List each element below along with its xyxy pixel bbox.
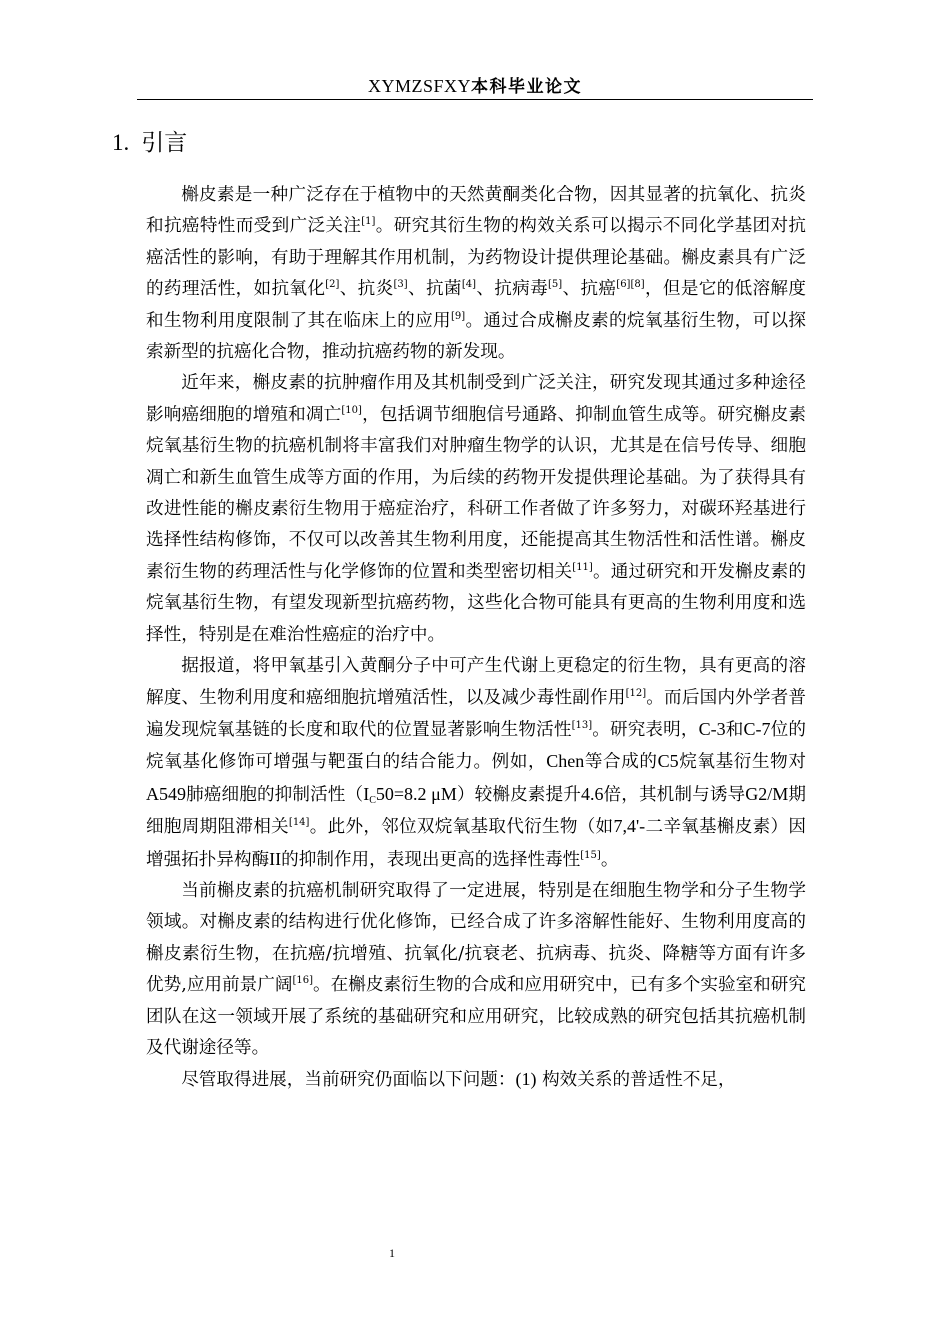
text-run: 肺癌细胞的抑制活性（ — [186, 784, 364, 805]
citation-ref: [16] — [292, 975, 313, 987]
text-run: 。通过合成槲皮素的烷氧基衍生物，可以探索新型的抗癌化合物，推动抗癌药物的新发现。 — [146, 310, 806, 363]
section-title-text: 引言 — [141, 130, 188, 156]
citation-ref: [4] — [461, 279, 476, 291]
text-run: 。研究表明， — [592, 719, 699, 740]
latin-run: C-3 — [698, 718, 726, 739]
latin-run: Chen — [546, 751, 585, 772]
text-run: 等合成的 — [584, 752, 658, 773]
citation-ref: [14] — [288, 817, 310, 829]
paragraph-3 — [146, 651, 806, 876]
paragraph-5 — [146, 1064, 806, 1096]
latin-run: C-7 — [743, 718, 771, 739]
text-run: 。而后国内外学者普遍发现烷氧基链的长度和取代的位置显著影响生物活性 — [146, 687, 806, 740]
text-run: 。通过研究和开发槲皮素的烷氧基衍生物，有望发现新型抗癌药物，这些化合物可能具有更高的生物利用度和选择性，特别是在难治性癌症的治疗中。 — [146, 561, 806, 645]
text-run: ，但是它的低溶解度和生物利用度限制了其在临床上的应用 — [146, 279, 806, 331]
text-run: 、抗病毒 — [475, 279, 549, 300]
page-number: 1 — [389, 1246, 395, 1260]
citation-ref: [13] — [571, 719, 593, 731]
latin-run: 7,4'- — [613, 816, 646, 837]
text-run: 期细胞周期阻滞相关 — [146, 784, 806, 838]
header-chinese-text: 本科毕业论文 — [471, 77, 583, 97]
citation-ref: [3] — [393, 279, 408, 291]
section-number: 1. — [112, 130, 130, 155]
text-run: 、抗菌 — [407, 279, 462, 300]
text-run: 槲皮素是一种广泛存在于植物中的天然黄酮类化合物，因其显著的抗氧化、抗炎和抗癌特性而受到广泛关注 — [146, 185, 806, 237]
page-header — [137, 72, 813, 97]
citation-ref: [2] — [325, 279, 340, 291]
subscript: C — [369, 794, 376, 806]
latin-run: C5 — [657, 751, 679, 772]
text-run: 。在槲皮素衍生物的合成和应用研究中，已有多个实验室和研究团队在这一领域开展了系统的基础研究和应用研究，比较成熟的研究包括其抗癌机制及代谢途径等。 — [146, 975, 806, 1058]
text-run: 当前槲皮素的抗癌机制研究取得了一定进展，特别是在细胞生物学和分子生物学领域。对槲皮素的结构进行优化修饰，已经合成了许多溶解性能好、生物利用度高的槲皮素衍生物，在抗癌/抗增殖、抗氧化/抗衰老、抗病毒、抗炎、降糖等方面有许多优势,应用前景广阔 — [146, 880, 806, 996]
text-run: 据报道，将甲氧基引入黄酮分子中可产生代谢上更稳定的衍生物，具有更高的溶解度、生物利用度和癌细胞抗增殖活性，以及减少毒性副作用 — [146, 656, 806, 708]
latin-run: II — [269, 848, 282, 869]
text-run: 和 — [725, 719, 744, 740]
text-run: 。研究其衍生物的构效关系可以揭示不同化学基团对抗癌活性的影响，有助于理解其作用机制，为药物设计提供理论基础。槲皮素具有广泛的药理活性，如抗氧化 — [146, 216, 806, 300]
text-run: 倍，其机制与诱导 — [603, 784, 746, 805]
latin-run: G2/M — [745, 783, 789, 804]
citation-ref: [1] — [361, 216, 376, 228]
text-run: 近年来，槲皮素的抗肿瘤作用及其机制受到广泛关注，研究发现其通过多种途径影响癌细胞的增殖和凋亡 — [146, 373, 806, 425]
citation-ref: [11] — [572, 561, 593, 573]
body-text — [146, 180, 806, 1097]
paragraph-1 — [146, 180, 806, 368]
latin-run: (1) — [515, 1069, 537, 1090]
text-run: ）较槲皮素提升 — [456, 784, 581, 805]
latin-run: 4.6 — [580, 783, 604, 804]
text-run: 。 — [600, 849, 619, 870]
text-run: 烷氧基衍生物对 — [678, 752, 806, 773]
latin-run: 50=8.2 μM — [375, 783, 457, 804]
citation-ref: [10] — [341, 404, 362, 416]
text-run: 位的烷氧基化修饰可增强与靶蛋白的结合能力。例如， — [146, 719, 806, 773]
citation-ref: [5] — [548, 279, 563, 291]
text-run: 、抗炎 — [339, 279, 394, 300]
latin-run: I — [363, 783, 370, 804]
paragraph-2 — [146, 368, 806, 651]
text-run: 二辛氧基槲皮素）因增强拓扑异构酶 — [146, 817, 806, 870]
section-heading — [112, 124, 187, 157]
text-run: ，包括调节细胞信号通路、抑制血管生成等。研究槲皮素烷氧基衍生物的抗癌机制将丰富我们对肿瘤生物学的认识，尤其是在信号传导、细胞凋亡和新生血管生成等方面的作用，为后续的药物开发提供理论基础。为了获得具有改进性能的槲皮素衍生物用于癌症治疗，科研工作者做了许多努力，对碳环羟基进行选择性结构修饰，不仅可以改善其生物利用度，还能提高其生物活性和活性谱。槲皮素衍生物的药理活性与化学修饰的位置和类型密切相关 — [146, 404, 806, 582]
text-run: 、抗癌 — [562, 279, 617, 300]
text-run: 构效关系的普适性不足， — [536, 1070, 736, 1091]
citation-ref: [12] — [625, 687, 647, 699]
header-divider — [137, 99, 813, 100]
paragraph-4 — [146, 876, 806, 1064]
text-run: 的抑制作用，表现出更高的选择性毒性 — [281, 849, 581, 870]
citation-ref: [15] — [580, 849, 601, 861]
text-run: 。此外，邻位双烷氧基取代衍生物（如 — [309, 817, 614, 838]
citation-ref: [9] — [450, 310, 466, 322]
text-run: 尽管取得进展，当前研究仍面临以下问题： — [181, 1070, 516, 1091]
header-latin-text: XYMZSFXY — [367, 76, 472, 96]
citation-ref: [6][8] — [616, 279, 645, 291]
latin-run: A549 — [146, 783, 186, 804]
